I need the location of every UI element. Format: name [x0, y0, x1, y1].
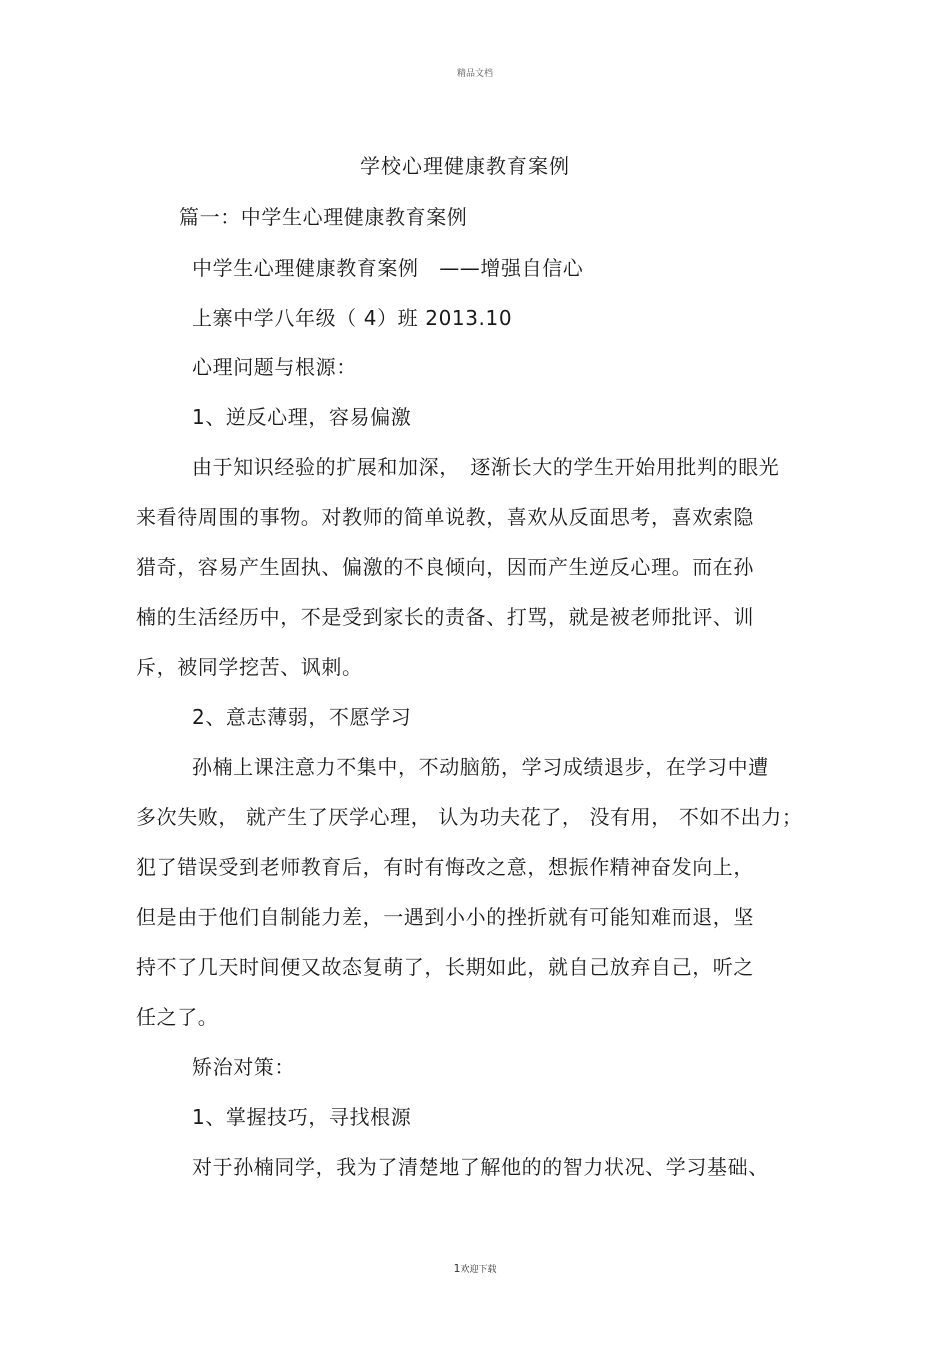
- class-info: 上寨中学八年级（ 4）班 2013.10: [192, 306, 513, 330]
- paragraph-line: 犯了错误受到老师教育后，有时有悔改之意，想振作精神奋发向上，: [136, 855, 754, 879]
- case-title: 中学生心理健康教育案例 ——增强自信心: [192, 256, 584, 280]
- subheading-countermeasures: 矫治对策：: [192, 1055, 295, 1079]
- paragraph-line: 由于知识经验的扩展和加深， 逐渐长大的学生开始用批判的眼光: [192, 455, 780, 479]
- document-title: 学校心理健康教育案例: [360, 154, 570, 178]
- paragraph-line: 孙楠上课注意力不集中，不动脑筋，学习成绩退步，在学习中遭: [192, 755, 769, 779]
- list-item-2: 2、意志薄弱，不愿学习: [192, 705, 412, 729]
- paragraph-line: 但是由于他们自制能力差，一遇到小小的挫折就有可能知难而退，坚: [136, 905, 754, 929]
- header-watermark: 精品文档: [456, 69, 493, 79]
- paragraph-line: 对于孙楠同学，我为了清楚地了解他的的智力状况、学习基础、: [192, 1155, 769, 1179]
- paragraph-line: 持不了几天时间便又故态复萌了，长期如此，就自己放弃自己，听之: [136, 955, 754, 979]
- list-item-1: 1、逆反心理，容易偏激: [192, 405, 412, 429]
- paragraph-line: 猎奇，容易产生固执、偏激的不良倾向，因而产生逆反心理。而在孙: [136, 555, 754, 579]
- footer-text: 欢迎下载: [460, 1265, 497, 1275]
- section-heading: 篇一：中学生心理健康教育案例: [179, 205, 468, 229]
- subheading-problems: 心理问题与根源：: [192, 355, 357, 379]
- paragraph-line: 任之了。: [136, 1005, 219, 1029]
- page-number: 1: [453, 1262, 461, 1275]
- list-item-1: 1、掌握技巧，寻找根源: [192, 1105, 412, 1129]
- paragraph-line: 斥，被同学挖苦、讽刺。: [136, 655, 363, 679]
- paragraph-line: 楠的生活经历中，不是受到家长的责备、打骂，就是被老师批评、训: [136, 605, 754, 629]
- paragraph-line: 来看待周围的事物。对教师的简单说教，喜欢从反面思考，喜欢索隐: [136, 505, 754, 529]
- page-footer: [0, 1262, 950, 1275]
- paragraph-line: 多次失败， 就产生了厌学心理， 认为功夫花了， 没有用， 不如不出力；: [136, 805, 803, 829]
